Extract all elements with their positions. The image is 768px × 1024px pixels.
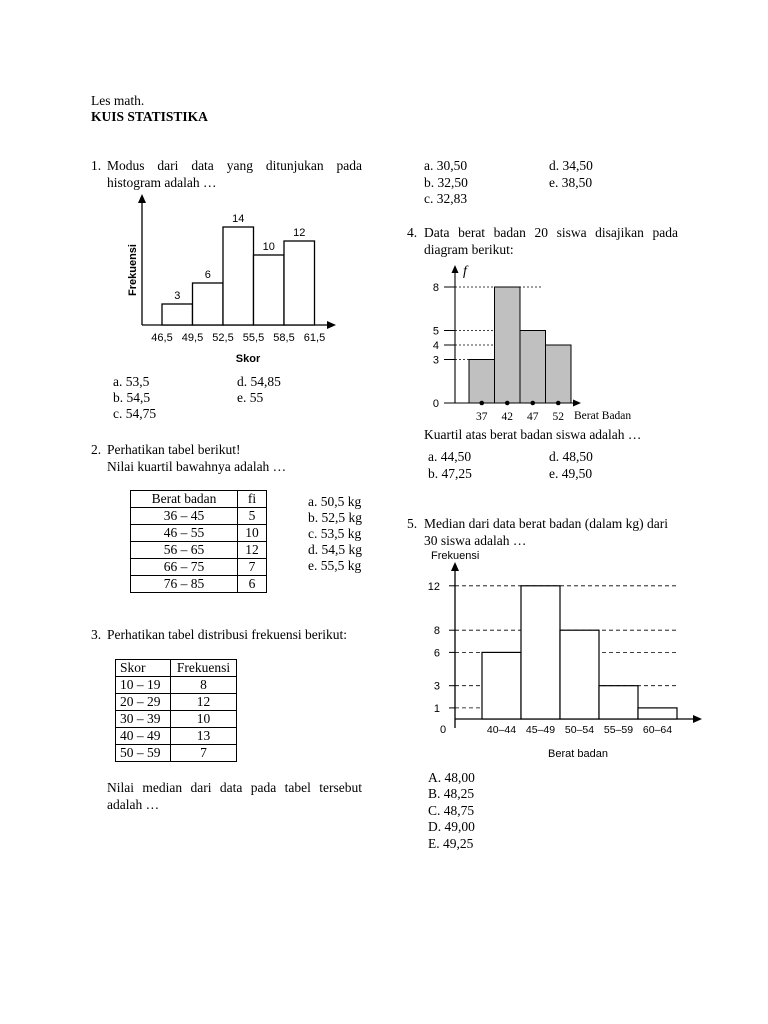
q3-option-b[interactable]: b. 32,50 [424, 175, 468, 190]
q3-option-d[interactable]: d. 34,50 [549, 158, 593, 173]
q1-option-c[interactable]: c. 54,75 [113, 406, 157, 421]
q1-tick-label: 61,5 [303, 332, 326, 344]
q2-option-c[interactable]: c. 53,5 kg [308, 526, 362, 541]
q5-bar [638, 708, 677, 719]
table-row [116, 745, 237, 762]
q4-midpoint-dot [479, 401, 484, 406]
q5-text-2: 30 siswa adalah … [424, 533, 527, 548]
q5-y-tick-label: 3 [433, 680, 440, 693]
page-title: KUIS STATISTIKA [91, 109, 208, 124]
q4-midpoint-dot [530, 401, 535, 406]
q4-y-arrow [452, 265, 459, 273]
q3-text: Perhatikan tabel distribusi frekuensi berikut: [107, 627, 347, 642]
q4-after-text: Kuartil atas berat badan siswa adalah … [424, 427, 642, 442]
q5-x-tick-label: 45–49 [525, 724, 556, 736]
q5-option-d[interactable]: D. 49,00 [428, 819, 475, 834]
q1-data-label: 3 [174, 290, 181, 302]
q4-midpoint-dot [505, 401, 510, 406]
q5-option-b[interactable]: B. 48,25 [428, 786, 475, 801]
q3-after-text-2: adalah … [107, 797, 160, 812]
q3-table [115, 659, 237, 762]
table-row [116, 728, 237, 745]
table-row [131, 542, 267, 559]
q1-xlabel: Skor [235, 353, 261, 365]
q1-data-label: 12 [293, 227, 306, 239]
table-cell: 20 – 29 [116, 694, 171, 711]
q5-option-c[interactable]: C. 48,75 [428, 803, 475, 818]
q4-text: Data berat badan 20 siswa disajikan pada [424, 225, 678, 240]
q4-x-tick-label: 52 [552, 411, 564, 423]
q1-tick-label: 46,5 [151, 332, 173, 344]
table-cell: 12 [238, 542, 267, 559]
q1-text: Modus dari data yang ditunjukan pada [107, 158, 362, 173]
q1-data-label: 6 [204, 269, 211, 281]
q5-histogram [420, 545, 720, 765]
table-cell: 7 [238, 559, 267, 576]
table-header-row [131, 491, 267, 508]
q5-x-tick-label: 60–64 [642, 724, 673, 736]
q1-data-label: 14 [232, 213, 245, 225]
q2-option-e[interactable]: e. 55,5 kg [308, 558, 362, 573]
table-cell: 6 [238, 576, 267, 593]
q1-bar [162, 304, 193, 325]
q5-origin-label: 0 [440, 724, 447, 736]
q4-option-e[interactable]: e. 49,50 [549, 466, 593, 481]
q1-number: 1. [91, 158, 102, 173]
table-cell: 30 – 39 [116, 711, 171, 728]
q5-x-tick-label: 55–59 [603, 724, 634, 736]
q1-tick-label: 52,5 [212, 332, 234, 344]
q5-y-arrow [451, 562, 459, 571]
q5-x-arrow [693, 715, 702, 723]
q5-option-a[interactable]: A. 48,00 [428, 770, 475, 785]
q5-bar [599, 686, 638, 719]
q1-x-arrow [327, 321, 336, 329]
q5-ylabel: Frekuensi [431, 550, 480, 562]
q1-data-label: 10 [262, 241, 275, 253]
q2-option-a[interactable]: a. 50,5 kg [308, 494, 362, 509]
q4-x-tick-label: 42 [501, 411, 513, 423]
q4-y-tick-label: 8 [432, 282, 439, 294]
table-cell: 12 [171, 694, 237, 711]
table-cell: 36 – 45 [131, 508, 238, 525]
table-row [116, 711, 237, 728]
q1-bar [254, 255, 285, 325]
q4-x-tick-label: 37 [476, 411, 488, 423]
table-cell: 13 [171, 728, 237, 745]
q1-tick-label: 55,5 [242, 332, 265, 344]
q2-text: Perhatikan tabel berikut! [107, 442, 241, 457]
q5-number: 5. [407, 516, 418, 531]
table-row [131, 525, 267, 542]
q5-option-e[interactable]: E. 49,25 [428, 836, 474, 851]
q2-number: 2. [91, 442, 102, 457]
table-cell: 40 – 49 [116, 728, 171, 745]
table-cell: 46 – 55 [131, 525, 238, 542]
q4-bar [469, 360, 495, 404]
q2-option-b[interactable]: b. 52,5 kg [308, 510, 362, 525]
table-header-cell: Skor [116, 660, 171, 677]
q5-y-tick-label: 1 [433, 702, 440, 715]
q4-bar [546, 345, 572, 403]
q4-ylabel: f [463, 264, 467, 279]
q4-number: 4. [407, 225, 418, 240]
table-cell: 7 [171, 745, 237, 762]
q1-option-e[interactable]: e. 55 [237, 390, 264, 405]
table-row [131, 559, 267, 576]
q1-histogram [120, 190, 350, 370]
table-cell: 76 – 85 [131, 576, 238, 593]
header-line: Les math. [91, 93, 145, 108]
q4-option-b[interactable]: b. 47,25 [428, 466, 472, 481]
table-cell: 10 [171, 711, 237, 728]
q5-bar [521, 586, 560, 719]
table-cell: 56 – 65 [131, 542, 238, 559]
table-row [131, 576, 267, 593]
table-row [131, 508, 267, 525]
q4-bar [495, 287, 521, 403]
q4-y-tick-label: 5 [432, 325, 439, 338]
q5-xlabel: Berat badan [548, 748, 608, 760]
table-cell: 8 [171, 677, 237, 694]
q3-option-a[interactable]: a. 30,50 [424, 158, 468, 173]
q3-number: 3. [91, 627, 102, 642]
table-cell: 66 – 75 [131, 559, 238, 576]
table-cell: 5 [238, 508, 267, 525]
q4-y-tick-label: 0 [432, 398, 439, 410]
table-header-cell: fi [238, 491, 267, 508]
q1-y-arrow [138, 194, 146, 203]
q1-option-b[interactable]: b. 54,5 [113, 390, 151, 405]
q4-y-tick-label: 3 [432, 354, 439, 367]
q4-xlabel: Berat Badan [574, 410, 632, 422]
q1-bar [284, 241, 315, 325]
q4-option-a[interactable]: a. 44,50 [428, 449, 472, 464]
table-header-cell: Berat badan [131, 491, 238, 508]
table-row [116, 677, 237, 694]
q1-option-d[interactable]: d. 54,85 [237, 374, 281, 389]
q4-text-2: diagram berikut: [424, 242, 514, 257]
q2-table [130, 490, 267, 593]
q4-option-d[interactable]: d. 48,50 [549, 449, 593, 464]
q1-option-a[interactable]: a. 53,5 [113, 374, 150, 389]
q4-x-tick-label: 47 [527, 411, 539, 423]
q1-ylabel: Frekuensi [127, 244, 139, 296]
q1-bar [193, 283, 224, 325]
q5-bar [560, 630, 599, 719]
q5-y-tick-label: 6 [433, 647, 440, 660]
q2-option-d[interactable]: d. 54,5 kg [308, 542, 362, 557]
q4-bar [520, 331, 546, 404]
table-cell: 10 – 19 [116, 677, 171, 694]
q3-after-text: Nilai median dari data pada tabel tersebut [107, 780, 362, 795]
q4-x-arrow [573, 400, 581, 407]
q1-bar [223, 227, 254, 325]
table-cell: 50 – 59 [116, 745, 171, 762]
q5-x-tick-label: 40–44 [486, 724, 517, 736]
q4-y-tick-label: 4 [432, 340, 439, 352]
table-header-row [116, 660, 237, 677]
q5-y-tick-label: 12 [427, 580, 440, 593]
table-header-cell: Frekuensi [171, 660, 237, 677]
table-cell: 10 [238, 525, 267, 542]
q1-tick-label: 58,5 [273, 332, 295, 344]
q3-option-e[interactable]: e. 38,50 [549, 175, 593, 190]
q5-x-tick-label: 50–54 [564, 724, 595, 736]
q2-text-2: Nilai kuartil bawahnya adalah … [107, 459, 287, 474]
q5-text: Median dari data berat badan (dalam kg) dari [424, 516, 669, 531]
q3-option-c[interactable]: c. 32,83 [424, 191, 468, 206]
q5-y-tick-label: 8 [433, 625, 440, 638]
q4-histogram [425, 260, 670, 425]
q1-tick-label: 49,5 [181, 332, 204, 344]
table-row [116, 694, 237, 711]
q1-text-2: histogram adalah … [107, 175, 217, 190]
q5-bar [482, 652, 521, 719]
q4-midpoint-dot [556, 401, 561, 406]
